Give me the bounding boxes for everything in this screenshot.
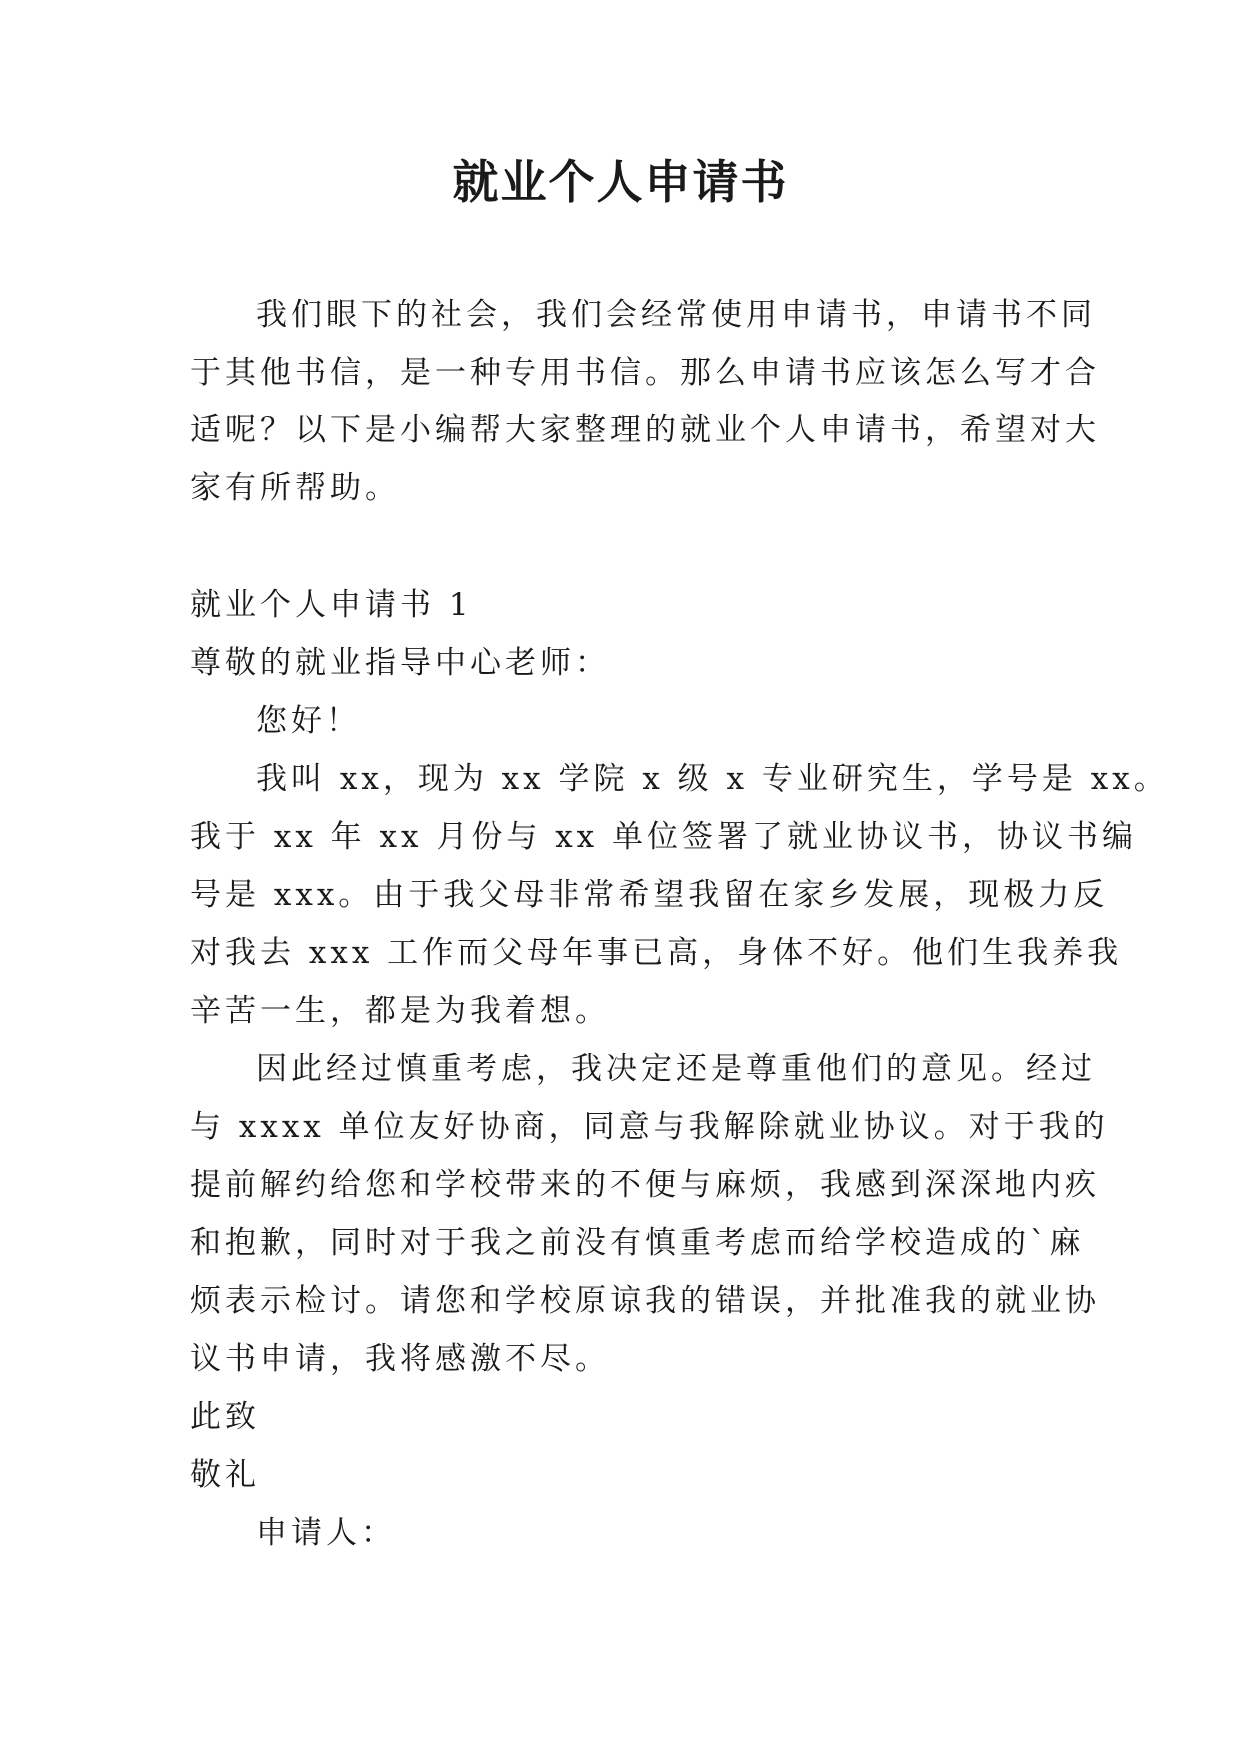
paragraph2-line-3: 提前解约给您和学校带来的不便与麻烦，我感到深深地内疚 xyxy=(190,1167,1100,1203)
greeting: 您好！ xyxy=(256,703,361,739)
paragraph2-line-5: 烦表示检讨。请您和学校原谅我的错误，并批准我的就业协 xyxy=(190,1283,1100,1319)
closing-jingli: 敬礼 xyxy=(190,1457,260,1493)
intro-line-2: 于其他书信，是一种专用书信。那么申请书应该怎么写才合 xyxy=(190,355,1100,391)
salutation: 尊敬的就业指导中心老师： xyxy=(190,645,610,681)
paragraph1-line-1: 我叫 xx，现为 xx 学院 x 级 x 专业研究生，学号是 xx。 xyxy=(256,761,1169,797)
paragraph1-line-4: 对我去 xxx 工作而父母年事已高，身体不好。他们生我养我 xyxy=(190,935,1123,971)
closing-cizhi: 此致 xyxy=(190,1399,260,1435)
document-title: 就业个人申请书 xyxy=(452,155,789,209)
intro-line-3: 适呢？以下是小编帮大家整理的就业个人申请书，希望对大 xyxy=(190,412,1100,448)
paragraph2-line-1: 因此经过慎重考虑，我决定还是尊重他们的意见。经过 xyxy=(256,1051,1096,1087)
paragraph2-line-6: 议书申请，我将感激不尽。 xyxy=(190,1341,610,1377)
section-heading: 就业个人申请书 1 xyxy=(190,587,473,623)
signature-label: 申请人： xyxy=(256,1515,396,1551)
intro-line-1: 我们眼下的社会，我们会经常使用申请书，申请书不同 xyxy=(256,297,1096,333)
intro-line-4: 家有所帮助。 xyxy=(190,470,400,506)
paragraph2-line-4: 和抱歉，同时对于我之前没有慎重考虑而给学校造成的`麻 xyxy=(190,1225,1085,1261)
paragraph1-line-5: 辛苦一生，都是为我着想。 xyxy=(190,993,610,1029)
paragraph1-line-3: 号是 xxx。由于我父母非常希望我留在家乡发展，现极力反 xyxy=(190,877,1109,913)
paragraph1-line-2: 我于 xx 年 xx 月份与 xx 单位签署了就业协议书，协议书编 xyxy=(190,819,1138,855)
paragraph2-line-2: 与 xxxx 单位友好协商，同意与我解除就业协议。对于我的 xyxy=(190,1109,1109,1145)
